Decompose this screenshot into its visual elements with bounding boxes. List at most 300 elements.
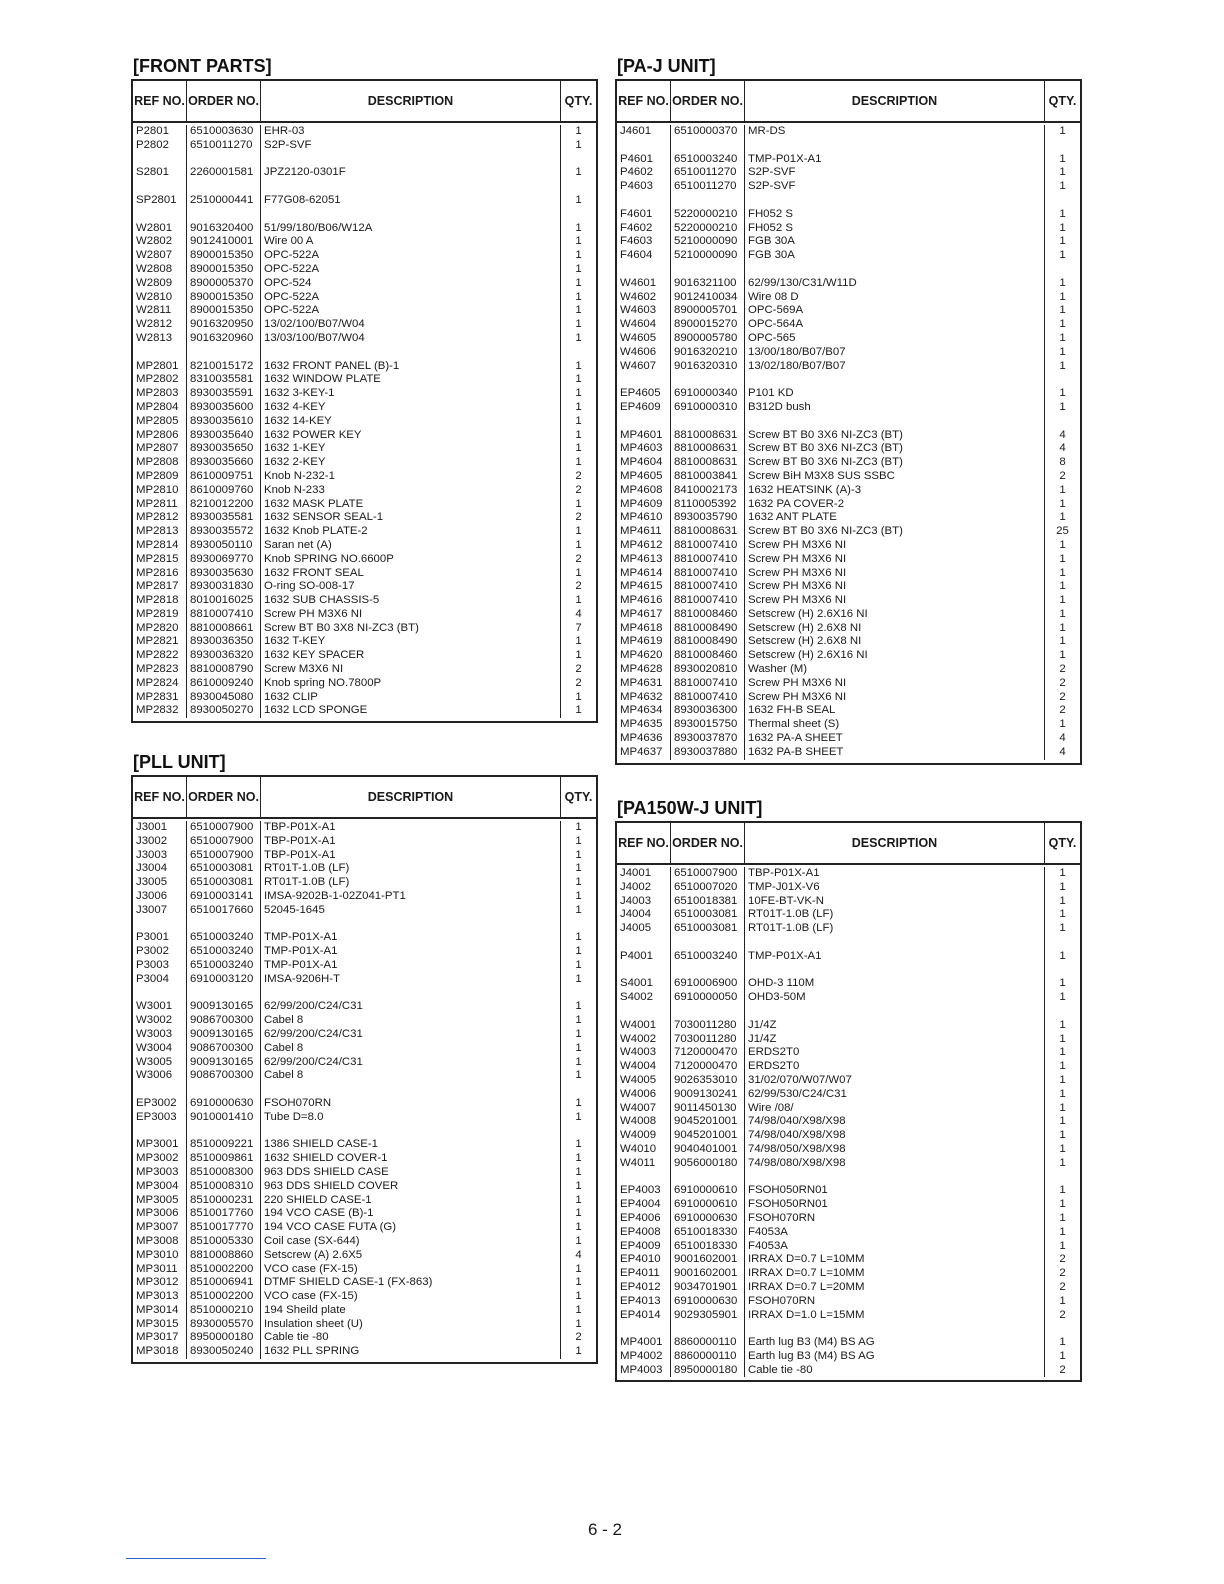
cell-qty: 1 [1059, 894, 1066, 907]
cell-description: Screw PH M3X6 NI [748, 552, 847, 565]
cell-ref-no: W4006 [620, 1087, 657, 1100]
cell-order-no: 6910000310 [674, 400, 738, 413]
cell-ref-no: W3005 [136, 1055, 173, 1068]
cell-description: 1632 FRONT PANEL (B)-1 [264, 359, 400, 372]
cell-qty: 1 [575, 497, 582, 510]
cell-description [745, 263, 1044, 277]
cell-order-no: 6910000610 [674, 1184, 738, 1197]
cell-description: FH052 S [748, 207, 793, 220]
cell-description: TBP-P01X-A1 [264, 848, 336, 861]
cell-order-no: 9012410001 [190, 235, 254, 248]
cell-qty: 1 [575, 1207, 582, 1220]
cell-order-no: 6510003081 [190, 876, 254, 889]
cell-qty [1045, 1322, 1080, 1336]
cell-ref-no: MP3001 [136, 1138, 179, 1151]
cell-qty: 1 [575, 1000, 582, 1013]
cell-description [261, 346, 560, 360]
cell-ref-no: J3007 [136, 903, 168, 916]
cell-description: IRRAX D=0.7 L=10MM [748, 1253, 865, 1266]
cell-order-no [187, 987, 260, 1001]
cell-qty: 1 [1059, 1198, 1066, 1211]
cell-qty: 1 [1059, 331, 1066, 344]
cell-qty: 1 [575, 290, 582, 303]
cell-qty: 1 [575, 1165, 582, 1178]
cell-order-no: 8900005701 [674, 304, 738, 317]
cell-qty: 1 [575, 1290, 582, 1303]
cell-ref-no: MP4612 [620, 538, 663, 551]
cell-order-no: 2510000441 [190, 193, 254, 206]
cell-order-no: 9040401001 [674, 1142, 738, 1155]
cell-description: 62/99/200/C24/C31 [264, 1055, 363, 1068]
cell-qty: 1 [1059, 125, 1066, 137]
cell-order-no: 6510003240 [674, 949, 738, 962]
cell-order-no: 8860000110 [674, 1336, 737, 1349]
cell-qty: 1 [1059, 359, 1066, 372]
cell-qty: 7 [575, 621, 582, 634]
table-body [133, 123, 596, 721]
cell-order-no: 5220000210 [674, 207, 738, 220]
cell-ref-no [133, 153, 186, 167]
cell-description: 74/98/040/X98/X98 [748, 1115, 846, 1128]
cell-order-no [671, 1171, 744, 1185]
cell-qty: 1 [575, 931, 582, 944]
cell-description: FGB 30A [748, 249, 795, 262]
cell-description: OPC-522A [264, 304, 320, 317]
header-ref-no: REF NO. [617, 823, 671, 863]
cell-description: 74/98/040/X98/X98 [748, 1129, 846, 1142]
cell-qty: 1 [575, 862, 582, 875]
cell-qty: 4 [575, 1248, 582, 1261]
cell-qty: 1 [575, 945, 582, 958]
cell-description: 1632 LCD SPONGE [264, 704, 368, 717]
cell-description: 220 SHIELD CASE-1 [264, 1193, 372, 1206]
cell-order-no: 8930050240 [190, 1345, 254, 1358]
cell-description: OPC-569A [748, 304, 804, 317]
cell-description [745, 373, 1044, 387]
cell-ref-no: MP3013 [136, 1290, 179, 1303]
cell-ref-no: MP2814 [136, 538, 179, 551]
cell-ref-no: MP4601 [620, 428, 663, 441]
cell-qty: 1 [575, 1262, 582, 1275]
cell-ref-no: MP4002 [620, 1349, 663, 1362]
cell-order-no: 8810007410 [674, 580, 738, 593]
cell-order-no: 9029305901 [674, 1308, 738, 1321]
cell-description: Screw BT B0 3X8 NI-ZC3 (BT) [264, 621, 419, 634]
cell-order-no: 8810008631 [674, 525, 738, 538]
cell-qty: 2 [1059, 1253, 1066, 1266]
cell-description: 1632 3-KEY-1 [264, 387, 335, 400]
cell-qty: 1 [1059, 318, 1066, 331]
cell-ref-no: W4606 [620, 345, 657, 358]
cell-ref-no: EP4014 [620, 1308, 661, 1321]
cell-order-no: 9086700300 [190, 1069, 254, 1082]
cell-qty: 2 [1059, 704, 1066, 717]
cell-description: OHD-3 110M [748, 977, 815, 990]
cell-order-no: 8510017760 [190, 1207, 254, 1220]
cell-ref-no: MP4620 [620, 649, 663, 662]
cell-qty: 1 [1059, 566, 1066, 579]
cell-order-no: 6910003120 [190, 972, 254, 985]
cell-description: FSOH070RN [748, 1211, 816, 1224]
cell-description: Insulation sheet (U) [264, 1317, 363, 1330]
cell-order-no: 8930037880 [674, 745, 738, 758]
cell-description: 1632 PA COVER-2 [748, 497, 845, 510]
cell-description: FSOH050RN01 [748, 1198, 828, 1211]
cell-ref-no: S4002 [620, 991, 653, 1004]
cell-ref-no: MP2811 [136, 497, 178, 510]
cell-ref-no: J3003 [136, 848, 168, 861]
cell-order-no: 8860000110 [674, 1349, 737, 1362]
cell-qty: 1 [1059, 649, 1066, 662]
cell-description: OPC-522A [264, 262, 320, 275]
column-description [261, 125, 561, 718]
header-qty: QTY. [1048, 836, 1077, 850]
cell-qty: 2 [575, 552, 582, 565]
cell-qty: 1 [1059, 166, 1066, 179]
cell-qty: 1 [1059, 235, 1066, 248]
cell-qty: 2 [1059, 1363, 1066, 1376]
cell-qty: 1 [575, 1041, 582, 1054]
cell-qty: 1 [575, 1110, 582, 1123]
cell-ref-no: MP4613 [620, 552, 663, 565]
cell-ref-no: MP4618 [620, 621, 663, 634]
column-description [745, 125, 1045, 760]
cell-ref-no: MP2816 [136, 566, 179, 579]
cell-ref-no: MP3005 [136, 1193, 179, 1206]
cell-order-no: 8930035790 [674, 511, 738, 524]
cell-description: O-ring SO-008-17 [264, 580, 355, 593]
cell-order-no [187, 1125, 260, 1139]
cell-order-no: 7030011280 [674, 1018, 737, 1031]
cell-description: Knob N-232-1 [264, 469, 335, 482]
cell-order-no: 8900015350 [190, 249, 254, 262]
cell-qty: 1 [575, 566, 582, 579]
cell-description: Earth lug B3 (M4) BS AG [748, 1349, 875, 1362]
cell-qty: 1 [575, 525, 582, 538]
cell-qty: 1 [1059, 538, 1066, 551]
cell-order-no: 8810003841 [674, 469, 738, 482]
cell-ref-no: MP2824 [136, 676, 179, 689]
cell-qty: 1 [575, 1193, 582, 1206]
cell-ref-no: W2813 [136, 331, 173, 344]
cell-qty [1045, 139, 1080, 153]
cell-ref-no: MP4614 [620, 566, 663, 579]
cell-ref-no: J4003 [620, 894, 652, 907]
cell-description: EHR-03 [264, 125, 305, 137]
cell-order-no: 8930035572 [190, 525, 254, 538]
cell-description: TMP-P01X-A1 [264, 945, 338, 958]
cell-ref-no: J3001 [136, 821, 168, 833]
cell-description [745, 1322, 1044, 1336]
cell-description: OPC-524 [264, 276, 312, 289]
cell-ref-no: EP4008 [620, 1225, 661, 1238]
cell-qty: 2 [1059, 690, 1066, 703]
cell-qty: 1 [575, 276, 582, 289]
cell-qty: 1 [1059, 621, 1066, 634]
header-description: DESCRIPTION [745, 81, 1045, 121]
cell-qty: 1 [1059, 718, 1066, 731]
cell-ref-no: W4605 [620, 331, 657, 344]
cell-order-no [187, 208, 260, 222]
cell-qty: 2 [575, 663, 582, 676]
cell-order-no: 9011450130 [674, 1101, 737, 1114]
cell-ref-no: MP4631 [620, 676, 663, 689]
cell-order-no: 6510011270 [674, 180, 737, 193]
cell-order-no: 8810007410 [674, 552, 738, 565]
cell-description: TBP-P01X-A1 [748, 867, 820, 879]
cell-description: FSOH070RN [748, 1294, 816, 1307]
cell-qty [561, 918, 596, 932]
cell-description: Thermal sheet (S) [748, 718, 840, 731]
cell-order-no: 9016320210 [674, 345, 738, 358]
cell-order-no [671, 1322, 744, 1336]
cell-ref-no [617, 1322, 670, 1336]
cell-description: Wire /08/ [748, 1101, 794, 1114]
cell-order-no: 9086700300 [190, 1014, 254, 1027]
cell-description: 1632 FRONT SEAL [264, 566, 364, 579]
cell-order-no: 8610009751 [190, 469, 254, 482]
cell-ref-no: W2808 [136, 262, 173, 275]
cell-description: 1632 WINDOW PLATE [264, 373, 381, 386]
cell-order-no: 8930020810 [674, 663, 738, 676]
cell-order-no: 6510007900 [190, 848, 254, 861]
cell-qty: 1 [1059, 1115, 1066, 1128]
header-qty: QTY. [564, 94, 593, 108]
cell-ref-no: J3006 [136, 889, 168, 902]
cell-order-no: 6510018330 [674, 1239, 738, 1252]
cell-qty: 1 [575, 166, 582, 179]
cell-description: 1632 2-KEY [264, 456, 326, 469]
cell-order-no: 9010001410 [190, 1110, 254, 1123]
cell-qty: 1 [1059, 1129, 1066, 1142]
cell-ref-no: MP4616 [620, 594, 663, 607]
cell-order-no: 8510000210 [190, 1303, 254, 1316]
cell-description: J1/4Z [748, 1018, 777, 1031]
cell-order-no: 8510008300 [190, 1165, 254, 1178]
cell-description: 62/99/530/C24/C31 [748, 1087, 847, 1100]
cell-order-no: 8810007410 [674, 566, 738, 579]
cell-qty: 1 [1059, 594, 1066, 607]
cell-qty: 4 [1059, 732, 1066, 745]
cell-ref-no [133, 180, 186, 194]
cell-ref-no: EP4609 [620, 400, 661, 413]
cell-qty: 1 [1059, 1032, 1066, 1045]
cell-order-no: 8810007410 [674, 690, 738, 703]
cell-order-no: 8930050110 [190, 538, 253, 551]
cell-description: 1632 ANT PLATE [748, 511, 837, 524]
column-qty [561, 125, 596, 718]
cell-description: DTMF SHIELD CASE-1 (FX-863) [264, 1276, 433, 1289]
column-qty [1045, 125, 1080, 760]
cell-ref-no: W2807 [136, 249, 173, 262]
cell-description: RT01T-1.0B (LF) [264, 876, 350, 889]
cell-ref-no: W4601 [620, 276, 657, 289]
parts-table [131, 775, 598, 1364]
table-header [617, 81, 1080, 123]
cell-qty: 1 [1059, 635, 1066, 648]
cell-ref-no: W4603 [620, 304, 657, 317]
cell-ref-no: F4604 [620, 249, 653, 262]
header-description: DESCRIPTION [261, 777, 561, 817]
cell-ref-no: MP3012 [136, 1276, 179, 1289]
cell-order-no: 6510003081 [674, 908, 738, 921]
cell-order-no: 8930005570 [190, 1317, 254, 1330]
cell-order-no [187, 153, 260, 167]
cell-qty: 2 [575, 511, 582, 524]
cell-order-no: 8510008310 [190, 1179, 254, 1192]
cell-qty: 1 [575, 456, 582, 469]
cell-order-no: 5210000090 [674, 235, 738, 248]
cell-qty: 2 [1059, 1267, 1066, 1280]
cell-description: 1632 HEATSINK (A)-3 [748, 483, 862, 496]
cell-ref-no: W4001 [620, 1018, 657, 1031]
cell-ref-no [617, 139, 670, 153]
cell-description: TMP-P01X-A1 [748, 152, 822, 165]
cell-order-no: 8900005780 [674, 331, 738, 344]
cell-ref-no [617, 415, 670, 429]
cell-ref-no: MP2810 [136, 483, 179, 496]
cell-description: FSOH050RN01 [748, 1184, 828, 1197]
cell-description: 194 VCO CASE FUTA (G) [264, 1221, 397, 1234]
cell-qty: 1 [1059, 1294, 1066, 1307]
header-qty: QTY. [564, 790, 593, 804]
cell-ref-no [133, 1125, 186, 1139]
section-title: [PA150W-J UNIT] [617, 798, 763, 818]
cell-ref-no: MP3002 [136, 1152, 179, 1165]
cell-qty: 1 [575, 249, 582, 262]
cell-ref-no: J4002 [620, 880, 652, 893]
cell-description: Setscrew (H) 2.6X8 NI [748, 635, 862, 648]
cell-ref-no: J4005 [620, 922, 652, 935]
cell-order-no: 8610009240 [190, 676, 254, 689]
cell-qty: 1 [1059, 276, 1066, 289]
cell-ref-no: P4602 [620, 166, 653, 179]
cell-description: Washer (M) [748, 663, 808, 676]
cell-order-no: 6510007900 [674, 867, 738, 879]
cell-order-no: 8930036320 [190, 649, 254, 662]
cell-ref-no: MP4608 [620, 483, 663, 496]
cell-ref-no: MP3008 [136, 1234, 179, 1247]
cell-description: Setscrew (H) 2.6X8 NI [748, 621, 862, 634]
cell-qty: 1 [575, 834, 582, 847]
cell-order-no: 6510003240 [190, 931, 254, 944]
cell-ref-no: MP2801 [136, 359, 179, 372]
cell-order-no: 8900005370 [190, 276, 254, 289]
cell-description: TMP-J01X-V6 [748, 880, 820, 893]
cell-ref-no: P4001 [620, 949, 653, 962]
cell-order-no: 6510003240 [674, 152, 738, 165]
cell-qty [561, 208, 596, 222]
cell-ref-no: MP2805 [136, 414, 179, 427]
cell-qty: 1 [1059, 345, 1066, 358]
cell-description: OPC-522A [264, 249, 320, 262]
column-ref-no [617, 867, 671, 1377]
cell-description: Tube D=8.0 [264, 1110, 324, 1123]
cell-description: FH052 S [748, 221, 793, 234]
cell-ref-no: MP2818 [136, 594, 179, 607]
cell-description: Screw PH M3X6 NI [748, 594, 847, 607]
cell-order-no: 6510003081 [190, 862, 254, 875]
cell-order-no: 6510003240 [190, 945, 254, 958]
cell-qty: 1 [1059, 221, 1066, 234]
cell-qty: 1 [1059, 1184, 1066, 1197]
cell-description: Screw BT B0 3X6 NI-ZC3 (BT) [748, 456, 903, 469]
cell-description: Cabel 8 [264, 1069, 304, 1082]
column-description [745, 867, 1045, 1377]
cell-ref-no: W2809 [136, 276, 173, 289]
cell-description [745, 936, 1044, 950]
cell-ref-no: P2802 [136, 138, 169, 151]
cell-order-no: 9045201001 [674, 1115, 738, 1128]
cell-order-no [671, 936, 744, 950]
cell-description: VCO case (FX-15) [264, 1262, 358, 1275]
cell-description: Knob SPRING NO.6600P [264, 552, 394, 565]
cell-ref-no: MP2819 [136, 607, 179, 620]
cell-qty: 1 [575, 262, 582, 275]
cell-qty: 1 [1059, 977, 1066, 990]
cell-ref-no: J4001 [620, 867, 652, 879]
cell-qty: 1 [575, 1276, 582, 1289]
cell-ref-no: EP4010 [620, 1253, 661, 1266]
table-header [617, 823, 1080, 865]
pll-unit-section [131, 752, 598, 1364]
cell-order-no: 6910000630 [674, 1294, 738, 1307]
cell-order-no: 8930035581 [190, 511, 254, 524]
cell-description [745, 1171, 1044, 1185]
cell-description: Setscrew (H) 2.6X16 NI [748, 607, 868, 620]
cell-description: OPC-565 [748, 331, 796, 344]
cell-ref-no: P3001 [136, 931, 169, 944]
cell-qty: 1 [575, 903, 582, 916]
cell-description: FGB 30A [748, 235, 795, 248]
cell-order-no: 9026353010 [674, 1073, 738, 1086]
page-number: 6 - 2 [587, 1520, 623, 1539]
cell-description: 1632 POWER KEY [264, 428, 362, 441]
cell-ref-no: MP3018 [136, 1345, 179, 1358]
cell-description [745, 964, 1044, 978]
cell-description: ERDS2T0 [748, 1060, 800, 1073]
cell-description: 194 Sheild plate [264, 1303, 346, 1316]
cell-qty: 4 [1059, 745, 1066, 758]
cell-ref-no: MP3006 [136, 1207, 179, 1220]
cell-description: 52045-1645 [264, 903, 325, 916]
cell-description: 194 VCO CASE (B)-1 [264, 1207, 374, 1220]
cell-description: TMP-P01X-A1 [748, 949, 822, 962]
cell-description: IRRAX D=0.7 L=20MM [748, 1280, 865, 1293]
cell-order-no: 8810008460 [674, 649, 738, 662]
cell-description: J1/4Z [748, 1032, 777, 1045]
cell-order-no: 9056000180 [674, 1156, 738, 1169]
cell-ref-no: EP3003 [136, 1110, 177, 1123]
cell-order-no: 8810008490 [674, 635, 738, 648]
cell-description: 62/99/200/C24/C31 [264, 1027, 363, 1040]
cell-qty: 1 [575, 428, 582, 441]
cell-order-no: 9016320310 [674, 359, 738, 372]
cell-order-no: 8930037870 [674, 732, 738, 745]
cell-qty: 1 [1059, 304, 1066, 317]
cell-qty: 2 [575, 676, 582, 689]
cell-qty: 1 [1059, 1142, 1066, 1155]
cell-ref-no: EP4004 [620, 1198, 661, 1211]
cell-description: ERDS2T0 [748, 1046, 800, 1059]
cell-ref-no: J3005 [136, 876, 168, 889]
cell-order-no: 9016320950 [190, 318, 254, 331]
cell-order-no: 9009130165 [190, 1055, 254, 1068]
cell-description [261, 1125, 560, 1139]
cell-description: 1632 14-KEY [264, 414, 332, 427]
cell-qty: 25 [1056, 525, 1069, 538]
cell-ref-no: W4004 [620, 1060, 657, 1073]
